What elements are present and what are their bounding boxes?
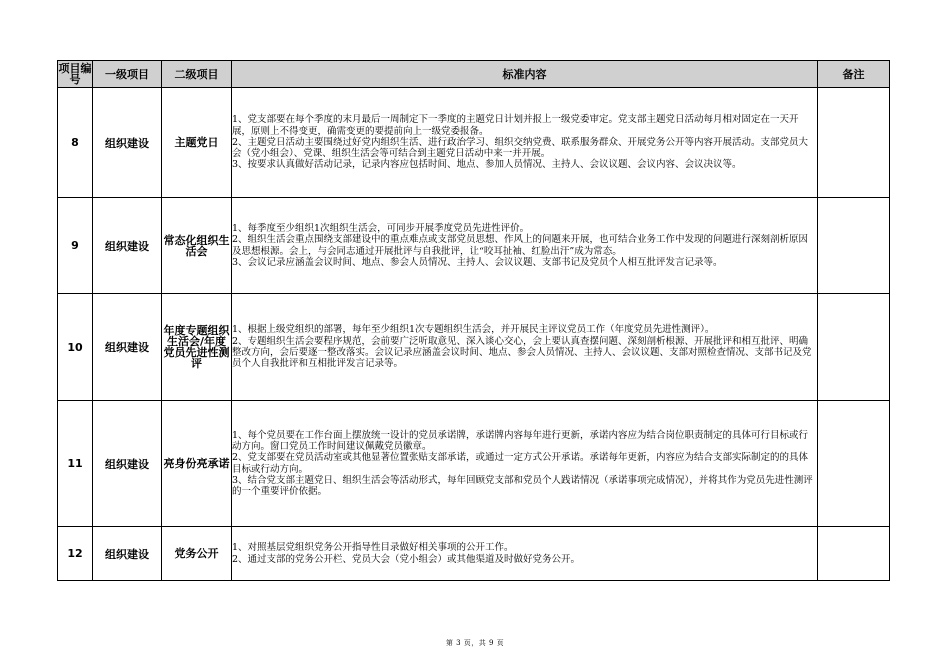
- content-line: 1、每个党员要在工作台面上摆放统一设计的党员承诺牌，承诺牌内容每年进行更新，承诺内容应为结合岗位职责制定的具体可行目标或行动方向。窗口党员工作时间建议佩戴党员徽章。: [232, 429, 809, 452]
- header-level2: 二级项目: [162, 61, 232, 88]
- table-row: [58, 88, 890, 198]
- row-level1: 组织建设: [93, 527, 162, 581]
- row-level2: 主题党日: [162, 88, 232, 198]
- content-line: 2、党支部要在党员活动室或其他显著位置张贴支部承诺，或通过一定方式公开承诺。承诺每年更新，内容应为结合支部实际制定的的具体目标或行动方向。: [232, 452, 809, 475]
- row-level1: 组织建设: [93, 294, 162, 401]
- row-remark: [818, 527, 890, 581]
- standards-table: [57, 60, 890, 581]
- row-remark: [818, 88, 890, 198]
- row-content: [232, 294, 818, 401]
- table-row: [58, 401, 890, 527]
- row-remark: [818, 198, 890, 294]
- table-row: [58, 527, 890, 581]
- row-level2: 党务公开: [162, 527, 232, 581]
- row-number: 8: [58, 88, 93, 198]
- row-content: [232, 401, 818, 527]
- row-content: [232, 198, 818, 294]
- content-line: 3、按要求认真做好活动记录，记录内容应包括时间、地点、参加人员情况、主持人、会议议题、会议内容、会议决议等。: [232, 159, 742, 171]
- table-row: [58, 198, 890, 294]
- row-remark: [818, 294, 890, 401]
- row-number: 9: [58, 198, 93, 294]
- content-line: 2、通过支部的党务公开栏、党员大会（党小组会）或其他渠道及时做好党务公开。: [232, 553, 581, 565]
- row-level2: 常态化组织生活会: [162, 198, 232, 294]
- row-level2: 亮身份亮承诺: [162, 401, 232, 527]
- row-level2: 年度专题组织生活会/年度党员先进性测评: [162, 294, 232, 401]
- content-line: 3、结合党支部主题党日、组织生活会等活动形式，每年回顾党支部和党员个人践诺情况（承诺事项完成情况），并将其作为党员先进性测评的一个重要评价依据。: [232, 474, 813, 498]
- content-line: 2、主题党日活动主要围绕过好党内组织生活、进行政治学习、组织交纳党费、联系服务群众、开展党务公开等内容开展活动。支部党员大会（党小组会）、党课、组织生活会等可结合到主题党日活动中来一并开展。: [232, 136, 809, 160]
- content-line: 2、组织生活会重点围绕支部建设中的重点难点或支部党员思想、作风上的问题来开展，也可结合业务工作中发现的问题进行深刻剖析原因及思想根源。会上，与会同志通过开展批评与自我批评，让“咬耳扯袖、红脸出汗”成为常态。: [232, 234, 809, 257]
- row-number: 10: [58, 294, 93, 401]
- content-line: 1、根据上级党组织的部署，每年至少组织1次专题组织生活会，并开展民主评议党员工作（年度党员先进性测评）。: [232, 324, 715, 336]
- content-line: 2、专题组织生活会要程序规范，会前要广泛听取意见、深入谈心交心，会上要认真查摆问题、深刻剖析根源、开展批评和相互批评、明确整改方向，会后要逐一整改落实。会议记录应涵盖会议时间、地点、参会人员情况、主持人、会议议题、支部对照检查情况、支部书记及党员个人自我批评和互相批评发言记录等。: [232, 335, 812, 370]
- page-footer: 第 3 页，共 9 页: [445, 639, 505, 647]
- table-header-row: [58, 61, 890, 88]
- header-level1: 一级项目: [93, 61, 162, 88]
- row-number: 12: [58, 527, 93, 581]
- content-line: 1、每季度至少组织1次组织生活会，可同步开展季度党员先进性评价。: [232, 222, 530, 234]
- row-level1: 组织建设: [93, 198, 162, 294]
- row-level1: 组织建设: [93, 88, 162, 198]
- content-line: 1、对照基层党组织党务公开指导性目录做好相关事项的公开工作。: [232, 542, 514, 554]
- row-remark: [818, 401, 890, 527]
- row-level1: 组织建设: [93, 401, 162, 527]
- row-content: [232, 88, 818, 198]
- header-remark: 备注: [818, 61, 890, 88]
- row-number: 11: [58, 401, 93, 527]
- content-line: 3、会议记录应涵盖会议时间、地点、参会人员情况、主持人、会议议题、支部书记及党员个人相互批评发言记录等。: [232, 256, 723, 268]
- header-item-no: 项目编号: [58, 62, 92, 86]
- row-content: [232, 527, 818, 581]
- table-row: [58, 294, 890, 401]
- header-standard-content: 标准内容: [232, 61, 818, 88]
- content-line: 1、党支部要在每个季度的末月最后一周制定下一季度的主题党日计划并报上一级党委审定。党支部主题党日活动每月相对固定在一天开展，原则上不得变更，确需变更的要提前向上一级党委报备。: [232, 114, 799, 137]
